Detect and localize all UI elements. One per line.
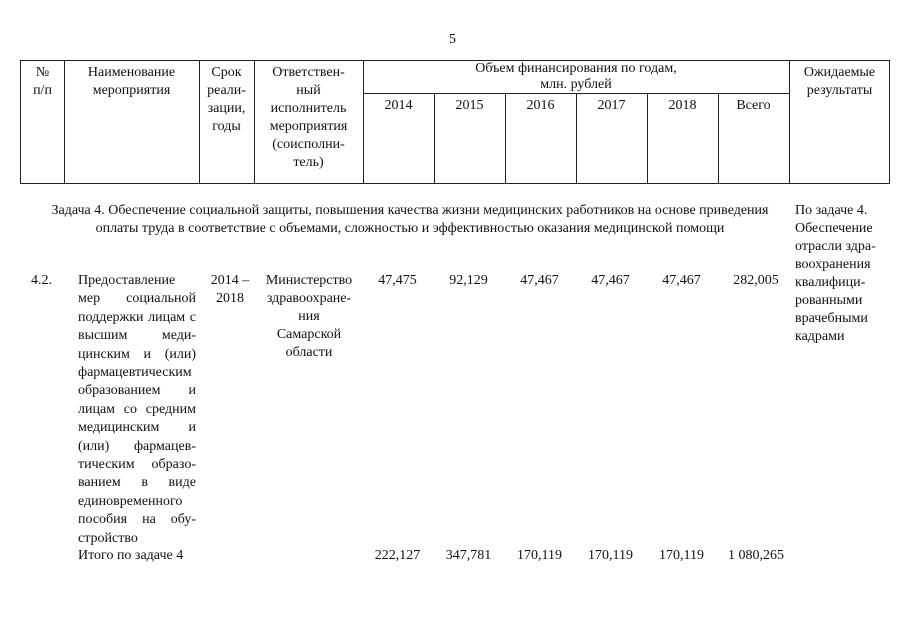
task-title: Задача 4. Обеспечение социальной защиты, повышения качества жизни медицинских работников на основе приведения оплаты труда в соответствие с объемами, сложностью и эффективностью оказания медицинской помощи <box>51 203 769 236</box>
row-period: 2014 – 2018 <box>210 273 250 306</box>
total-label: Итого по задаче 4 <box>78 548 184 563</box>
row-number: 4.2. <box>31 273 52 288</box>
header-executor: Ответствен- ный исполнитель мероприятия (соисполни- тель) <box>269 65 348 170</box>
row-value-2015: 92,129 <box>449 273 488 288</box>
header-total: Всего <box>736 98 771 113</box>
header-year-2015: 2015 <box>455 98 484 113</box>
table-header <box>20 60 890 184</box>
header-funding: Объем финансирования по годам, млн. рублей <box>475 61 677 92</box>
page-number: 5 <box>449 32 456 47</box>
header-results: Ожидаемые результаты <box>803 65 876 98</box>
row-value-total: 282,005 <box>733 273 779 288</box>
row-description: Предоставление мер социальной поддержки лицам с высшим меди- цинским и (или) фармацевтическим образованием и лицам со средним медицинским и (или) фармацев- тическим образо- ванием в виде единовременного пособия на обу- стройство <box>78 273 196 546</box>
header-period: Срок реали- зации, годы <box>207 65 246 134</box>
row-value-2014: 47,475 <box>378 273 417 288</box>
total-value-2014: 222,127 <box>374 548 421 563</box>
total-value-2018: 170,119 <box>659 548 704 563</box>
header-name: Наименование мероприятия <box>87 65 176 98</box>
total-value-2016: 170,119 <box>517 548 562 563</box>
header-year-2016: 2016 <box>526 98 555 113</box>
header-year-2014: 2014 <box>384 98 413 113</box>
header-num: № п/п <box>33 65 52 98</box>
task-results: По задаче 4. Обеспечение отрасли здра- воохранения квалифици- рованными врачебными кадрами <box>795 203 876 344</box>
row-executor: Министерство здравоохране- ния Самарской области <box>265 273 353 360</box>
header-year-2017: 2017 <box>597 98 626 113</box>
header-year-2018: 2018 <box>668 98 697 113</box>
row-value-2018: 47,467 <box>662 273 701 288</box>
row-value-2016: 47,467 <box>520 273 559 288</box>
total-value-2017: 170,119 <box>588 548 633 563</box>
row-value-2017: 47,467 <box>591 273 630 288</box>
total-value-2015: 347,781 <box>445 548 492 563</box>
total-value-total: 1 080,265 <box>728 548 784 563</box>
